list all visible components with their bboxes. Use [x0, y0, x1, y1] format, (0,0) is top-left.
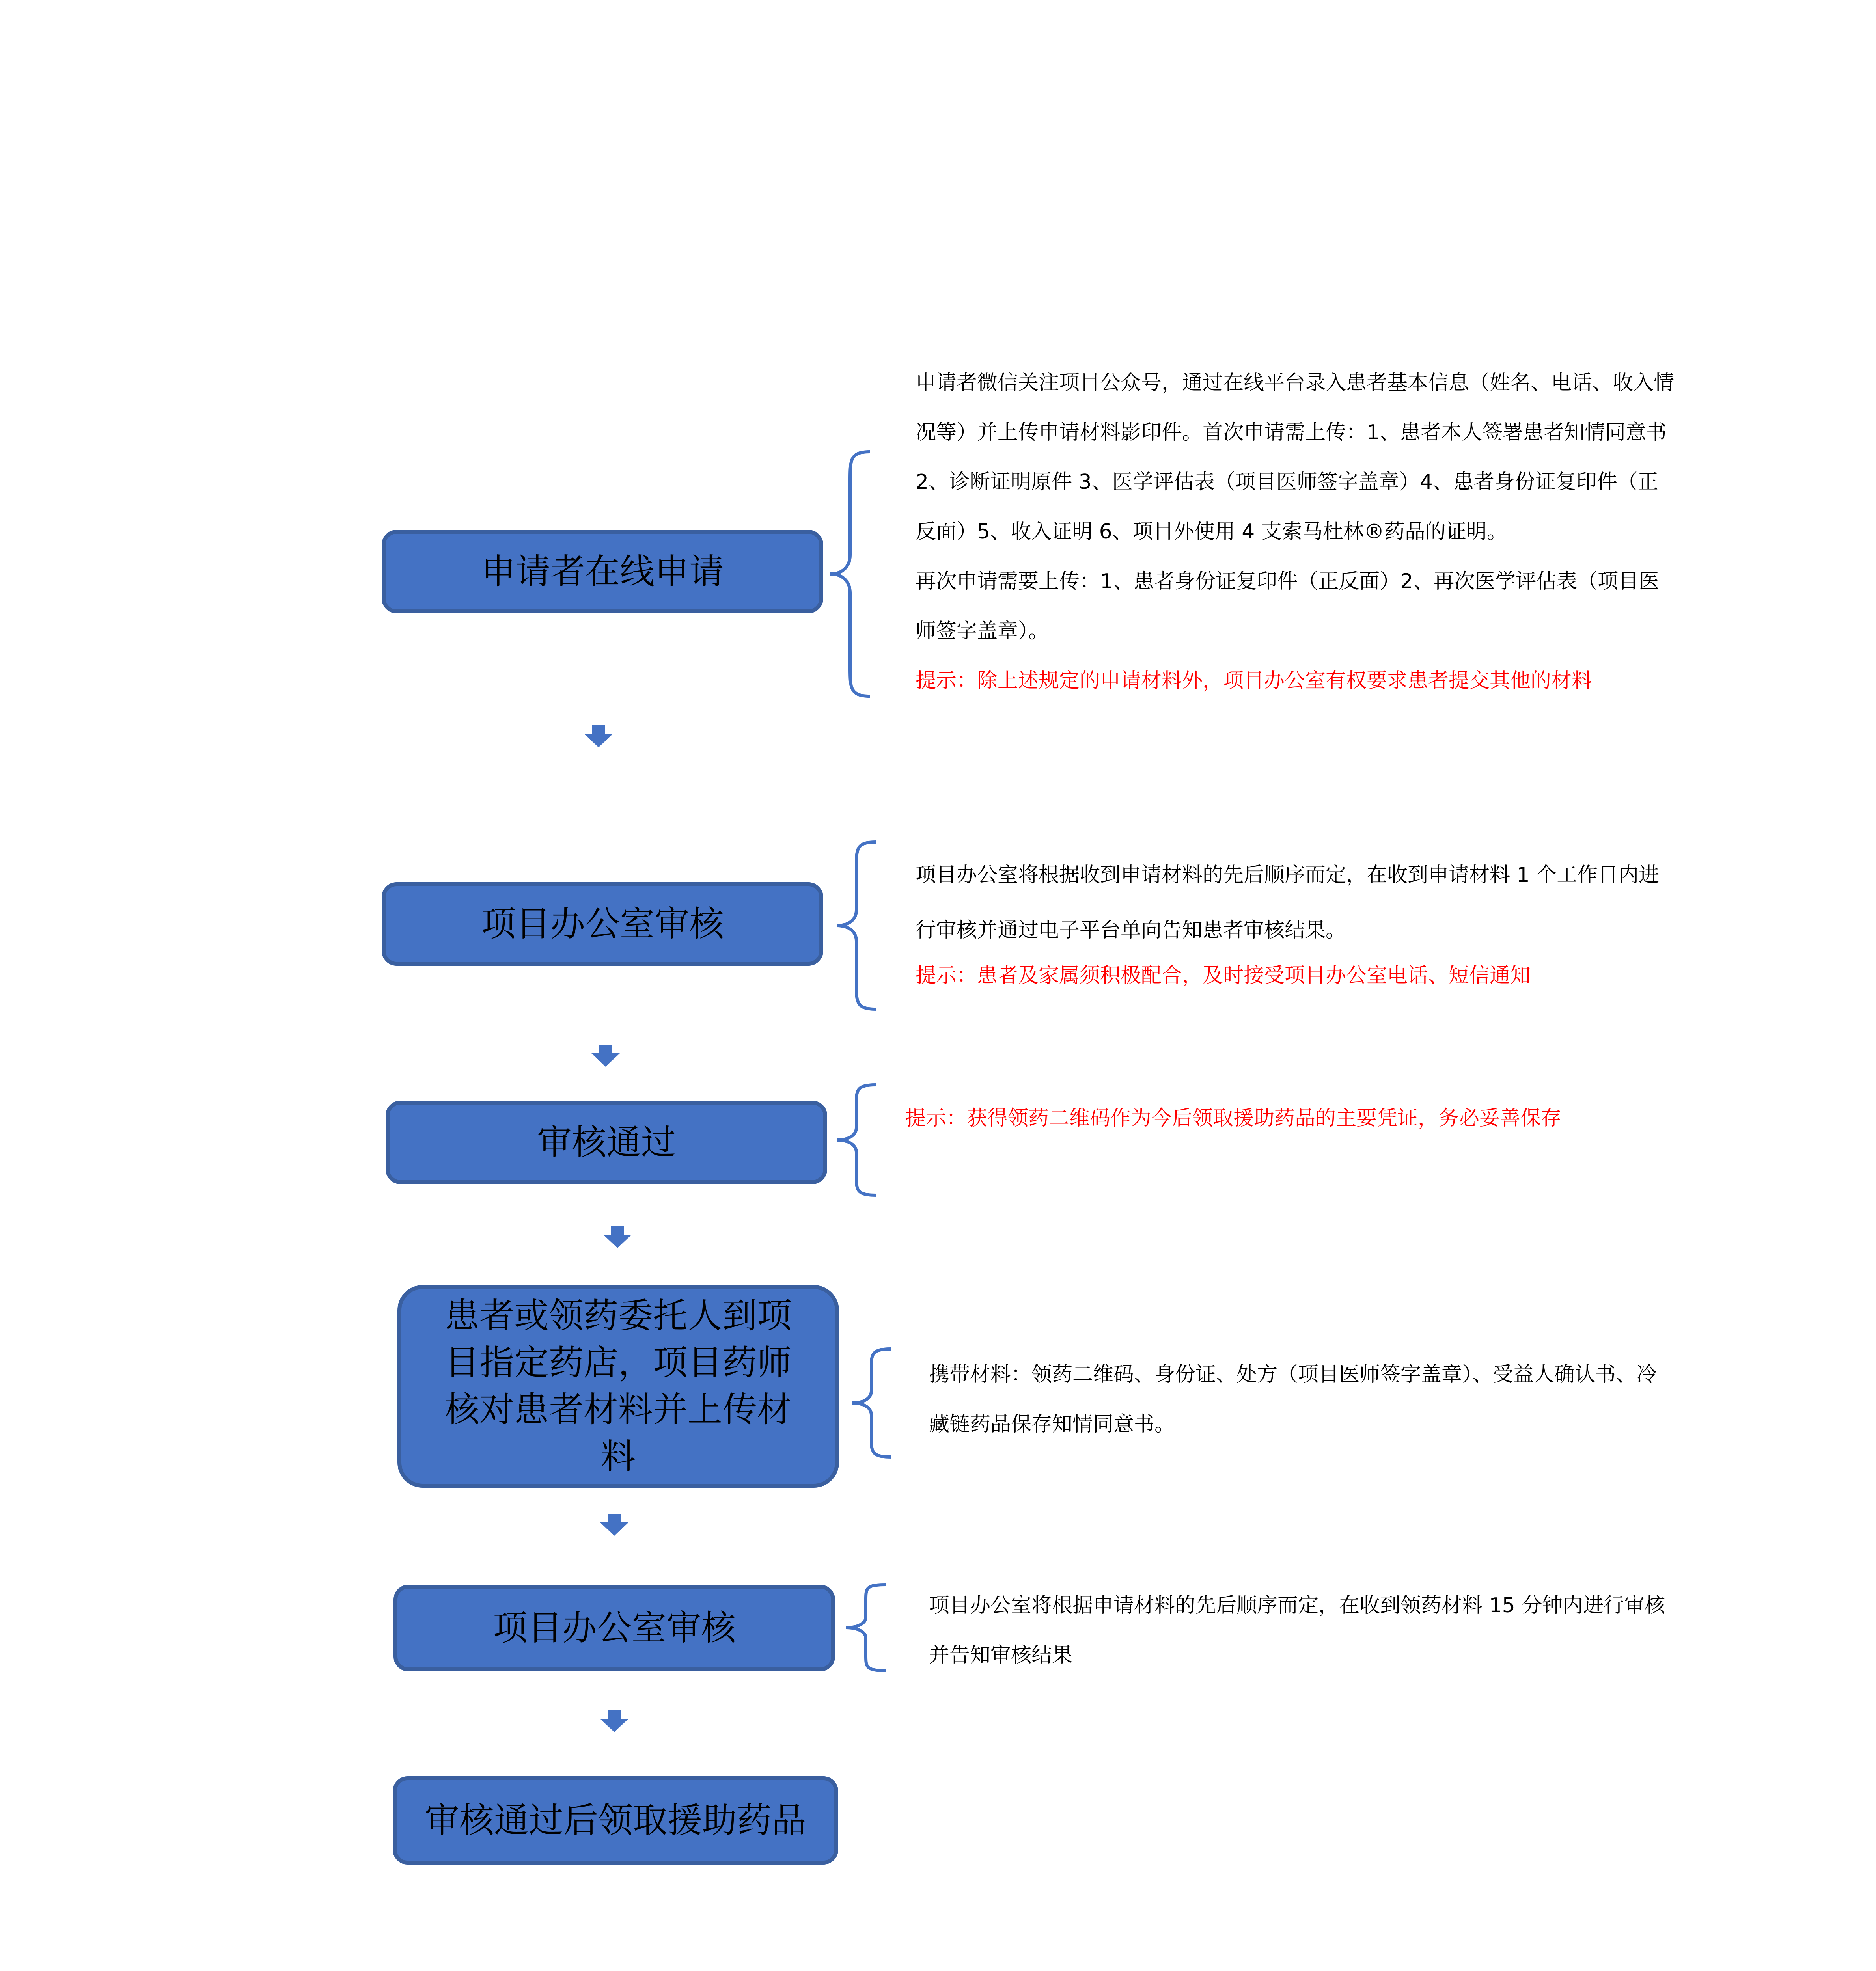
step-pharmacy-check — [397, 1285, 839, 1488]
note-apply — [916, 358, 1676, 706]
note-apply-renewal: 再次申请需要上传：1、患者身份证复印件（正反面）2、再次医学评估表（项目医师签字盖章）。 — [916, 570, 1660, 643]
step-approved — [386, 1101, 827, 1184]
note-apply-body: 申请者微信关注项目公众号，通过在线平台录入患者基本信息（姓名、电话、收入情况等）并上传申请材料影印件。首次申请需上传：1、患者本人签署患者知情同意书 2、诊断证明原件 3、医学评估表（项目医师签字盖章）4、患者身份证复印件（正反面）5、收入证明 6、项目外使用 4 支索马杜林®药品的证明。 — [916, 371, 1675, 544]
step-label: 申请者在线申请 — [481, 551, 724, 592]
step-label: 项目办公室审核 — [492, 1607, 736, 1648]
note-review1 — [916, 848, 1676, 993]
note-pharmacy-body: 携带材料：领药二维码、身份证、处方（项目医师签字盖章）、受益人确认书、冷藏链药品保存知情同意书。 — [929, 1363, 1657, 1436]
note-review1-hint: 提示：患者及家属须积极配合，及时接受项目办公室电话、短信通知 — [916, 964, 1531, 987]
left-curly-brace-icon — [848, 1346, 897, 1460]
left-curly-brace-icon — [833, 1082, 882, 1198]
step-apply-online — [382, 530, 823, 613]
note-pharmacy — [929, 1350, 1670, 1449]
left-curly-brace-icon — [826, 449, 875, 699]
down-arrow-icon — [603, 1226, 632, 1248]
down-arrow-icon — [600, 1514, 628, 1536]
note-review1-body: 项目办公室将根据收到申请材料的先后顺序而定，在收到申请材料 1 个工作日内进行审核并通过电子平台单向告知患者审核结果。 — [916, 863, 1660, 942]
left-curly-brace-icon — [842, 1582, 891, 1674]
step-label: 审核通过后领取援助药品 — [424, 1800, 806, 1841]
note-review2-body: 项目办公室将根据申请材料的先后顺序而定，在收到领药材料 15 分钟内进行审核并告知审核结果 — [929, 1594, 1665, 1667]
note-apply-hint: 提示：除上述规定的申请材料外，项目办公室有权要求患者提交其他的材料 — [916, 669, 1593, 693]
step-label: 患者或领药委托人到项目指定药店，项目药师核对患者材料并上传材料 — [444, 1295, 792, 1477]
left-curly-brace-icon — [833, 839, 882, 1012]
down-arrow-icon — [600, 1710, 628, 1732]
step-office-review — [382, 882, 823, 966]
note-approved — [905, 1094, 1654, 1143]
step-office-review-2 — [393, 1585, 835, 1671]
step-label: 审核通过 — [537, 1121, 676, 1162]
step-label: 项目办公室审核 — [481, 903, 724, 944]
down-arrow-icon — [591, 1045, 620, 1067]
down-arrow-icon — [584, 725, 613, 747]
note-review2 — [929, 1581, 1670, 1680]
step-receive-medicine — [393, 1776, 838, 1865]
note-approved-hint: 提示：获得领药二维码作为今后领取援助药品的主要凭证，务必妥善保存 — [905, 1107, 1562, 1130]
